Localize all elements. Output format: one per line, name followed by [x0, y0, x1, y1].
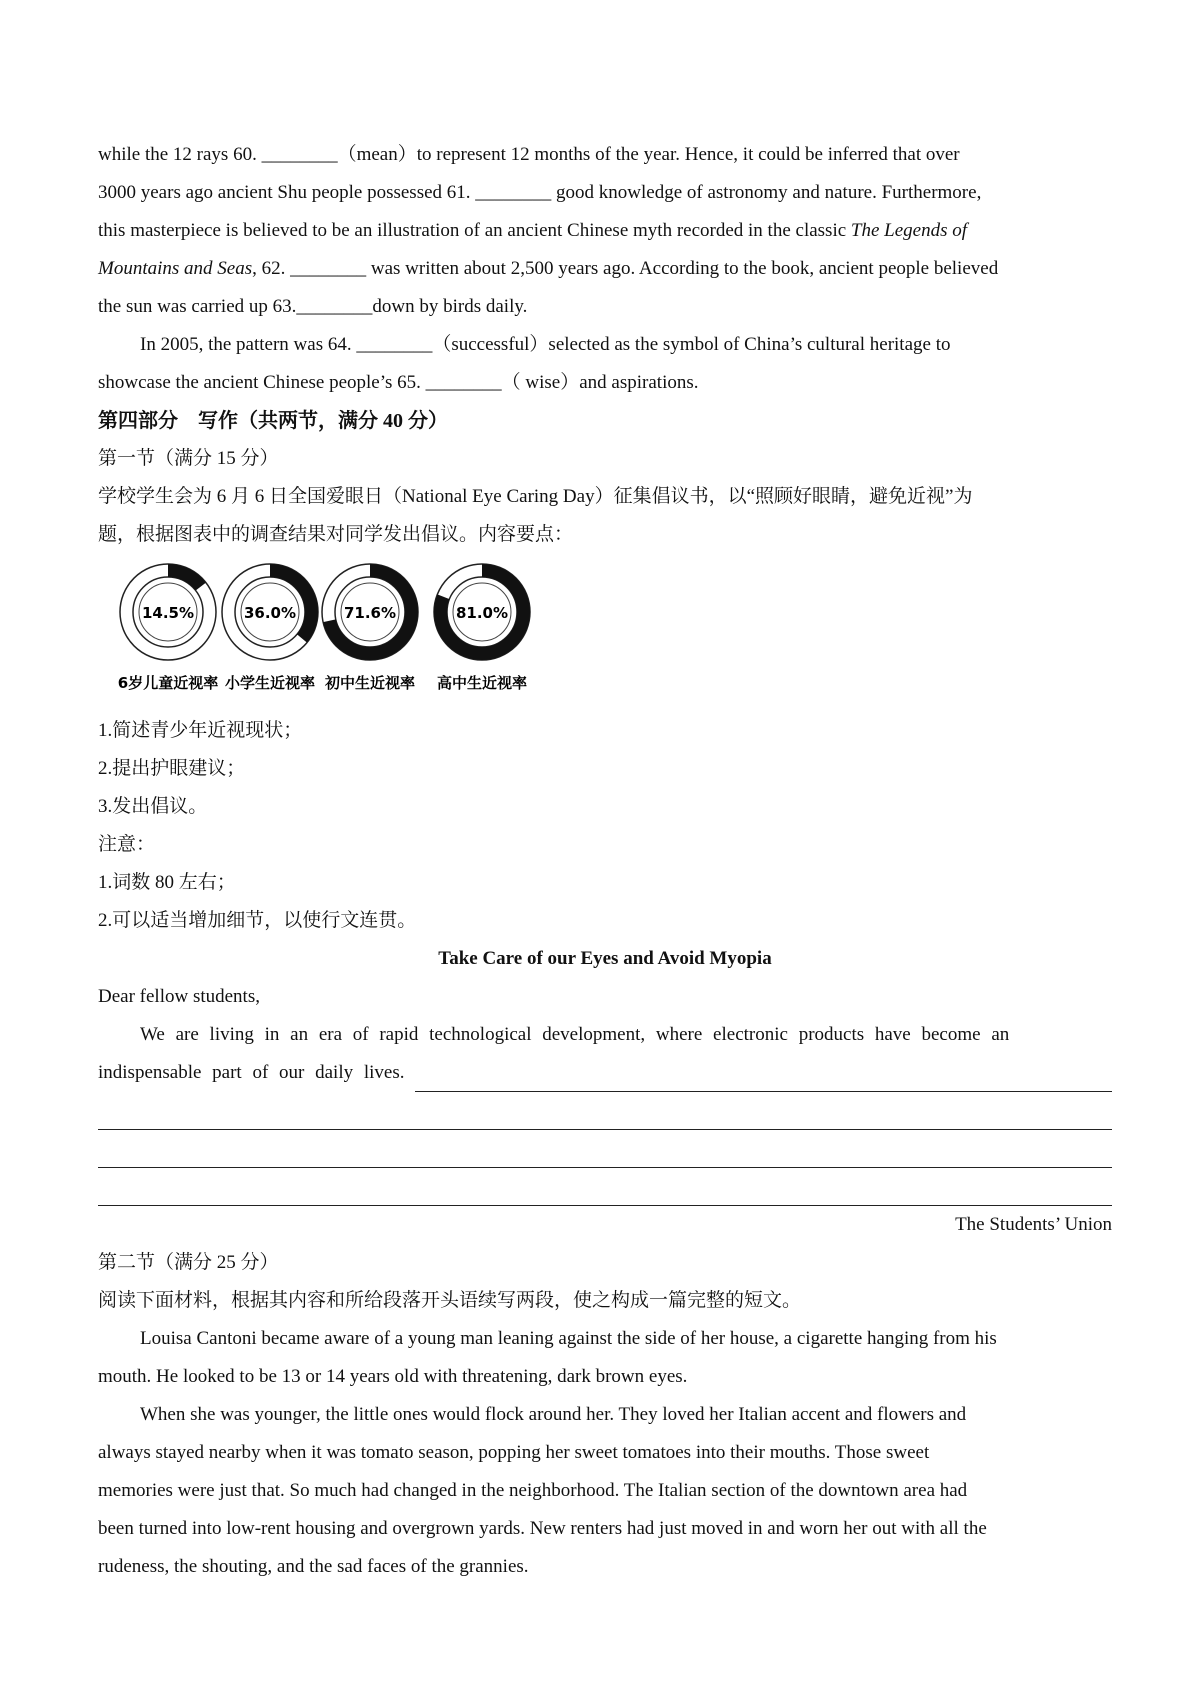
story-line: memories were just that. So much had changed in the neighborhood. The Italian section of the downtown area had: [98, 1480, 968, 1501]
ring-value-label: 71.6%: [343, 604, 397, 622]
part4-heading: 第四部分 写作（共两节，满分 40 分）: [98, 410, 448, 432]
ring-category-label: 高中生近视率: [436, 674, 528, 692]
answer-line[interactable]: [98, 1092, 1112, 1130]
ring-value-label: 14.5%: [141, 604, 195, 622]
passage-line: this masterpiece is believed to be an illustration of an ancient Chinese myth recorded in the classic The Legends of: [98, 220, 968, 241]
essay-opening-line: [98, 1054, 1112, 1092]
answer-line[interactable]: [98, 1130, 1112, 1168]
story-line: been turned into low-rent housing and overgrown yards. New renters had just moved in and worn her out with all the: [98, 1518, 987, 1539]
section1-title: 第一节（满分 15 分）: [98, 448, 279, 469]
ring-arc: [168, 571, 201, 587]
notes-title: 注意：: [98, 834, 156, 855]
myopia-rate-chart: [112, 560, 582, 710]
story-line: mouth. He looked to be 13 or 14 years old with threatening, dark brown eyes.: [98, 1366, 688, 1387]
section1-prompt: 题，根据图表中的调查结果对同学发出倡议。内容要点：: [98, 524, 574, 545]
book-title: Mountains and Seas: [98, 258, 253, 279]
passage-line: Mountains and Seas, 62. ________ was written about 2,500 years ago. According to the book, ancient people believed: [98, 258, 999, 279]
section2-instruction: 阅读下面材料，根据其内容和所给段落开头语续写两段，使之构成一篇完整的短文。: [98, 1290, 802, 1311]
essay-title: Take Care of our Eyes and Avoid Myopia: [438, 948, 772, 969]
story-line: When she was younger, the little ones would flock around her. They loved her Italian accent and flowers and: [140, 1404, 967, 1425]
ring-category-label: 6岁儿童近视率: [117, 674, 219, 692]
salutation: Dear fellow students,: [98, 986, 260, 1007]
story-line: Louisa Cantoni became aware of a young man leaning against the side of her house, a cigarette hanging from his: [140, 1328, 997, 1349]
essay-opening-line: [98, 1016, 1112, 1054]
essay-opening: indispensable part of our daily lives.: [98, 1062, 405, 1083]
answer-blank[interactable]: [415, 1063, 1113, 1092]
passage-line: In 2005, the pattern was 64. ________（successful）selected as the symbol of China’s cultural heritage to: [140, 334, 951, 355]
passage-line: showcase the ancient Chinese people’s 65. ________（ wise）and aspirations.: [98, 372, 699, 393]
section2-title: 第二节（满分 25 分）: [98, 1252, 279, 1273]
ring-chart-svg: [112, 560, 582, 710]
passage-line: the sun was carried up 63.________down by birds daily.: [98, 296, 528, 317]
ring-category-label: 初中生近视率: [324, 674, 416, 692]
section1-prompt: 学校学生会为 6 月 6 日全国爱眼日（National Eye Caring Day）征集倡议书，以“照顾好眼睛，避免近视”为: [98, 486, 973, 507]
essay-opening: We are living in an era of rapid technological development, where electronic products have become an: [140, 1024, 1010, 1045]
book-title: The Legends of: [850, 220, 968, 241]
note-item: 2.可以适当增加细节，以使行文连贯。: [98, 910, 417, 931]
content-point: 2.提出护眼建议；: [98, 758, 246, 779]
content-point: 3.发出倡议。: [98, 796, 208, 817]
passage-line: while the 12 rays 60. ________（mean）to represent 12 months of the year. Hence, it could be inferred that over: [98, 144, 960, 165]
note-item: 1.词数 80 左右；: [98, 872, 236, 893]
content-point: 1.简述青少年近视现状；: [98, 720, 303, 741]
signature: The Students’ Union: [955, 1214, 1112, 1235]
passage-line: 3000 years ago ancient Shu people possessed 61. ________ good knowledge of astronomy and nature. Furthermore,: [98, 182, 982, 203]
answer-line[interactable]: [98, 1168, 1112, 1206]
story-line: always stayed nearby when it was tomato season, popping her sweet tomatoes into their mouths. Those sweet: [98, 1442, 930, 1463]
story-line: rudeness, the shouting, and the sad faces of the grannies.: [98, 1556, 529, 1577]
ring-value-label: 36.0%: [243, 604, 297, 622]
ring-value-label: 81.0%: [455, 604, 509, 622]
ring-category-label: 小学生近视率: [224, 674, 316, 692]
exam-page: [98, 136, 1112, 1586]
